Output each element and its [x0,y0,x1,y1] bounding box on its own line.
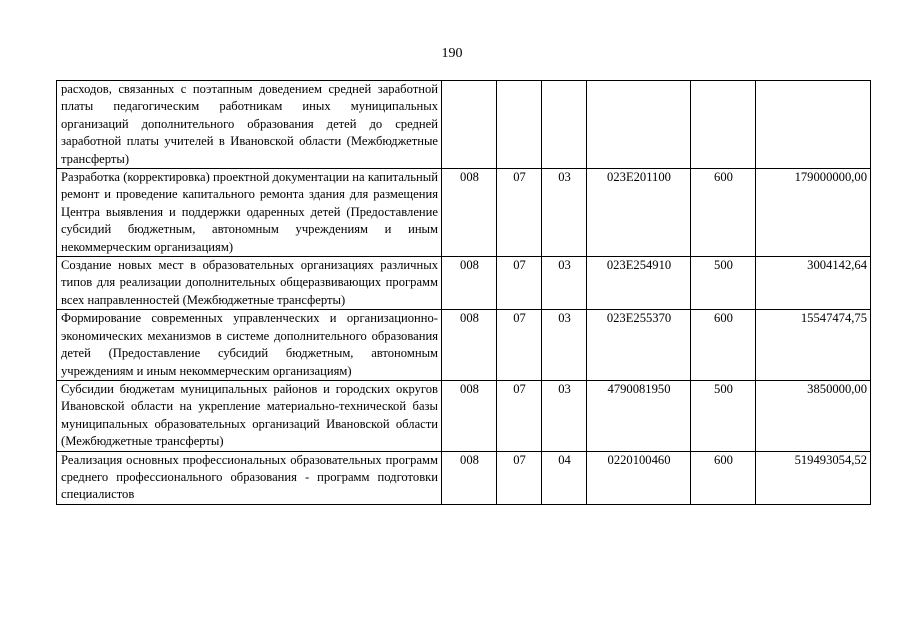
row-section-code: 07 [497,257,542,310]
row-amount [756,81,871,169]
row-amount: 179000000,00 [756,169,871,257]
page-number: 190 [441,46,463,61]
row-expense-type [691,81,756,169]
row-ministry-code [442,81,497,169]
row-target-article: 4790081950 [587,380,691,451]
row-expense-type: 600 [691,169,756,257]
row-expense-type: 600 [691,451,756,504]
row-target-article: 023E201100 [587,169,691,257]
row-subsection-code: 04 [542,451,587,504]
row-amount: 519493054,52 [756,451,871,504]
row-amount: 15547474,75 [756,310,871,381]
table-row [57,81,871,169]
row-target-article: 0220100460 [587,451,691,504]
row-ministry-code: 008 [442,310,497,381]
row-target-article: 023E255370 [587,310,691,381]
row-description: расходов, связанных с поэтапным доведением средней заработной платы педагогическим работникам иных муниципальных организаций дополнительного образования детей до средней заработной платы учителей в Ивановской области (Межбюджетные трансферты) [57,81,442,169]
row-amount: 3004142,64 [756,257,871,310]
row-subsection-code: 03 [542,380,587,451]
row-section-code: 07 [497,310,542,381]
table-row [57,380,871,451]
row-expense-type: 600 [691,310,756,381]
row-target-article: 023E254910 [587,257,691,310]
row-amount: 3850000,00 [756,380,871,451]
row-description: Субсидии бюджетам муниципальных районов и городских округов Ивановской области на укрепление материально-технической базы муниципальных образовательных организаций Ивановской области (Межбюджетные трансферты) [57,380,442,451]
row-expense-type: 500 [691,257,756,310]
row-expense-type: 500 [691,380,756,451]
row-description: Создание новых мест в образовательных организациях различных типов для реализации дополнительных общеразвивающих программ всех направленностей (Межбюджетные трансферты) [57,257,442,310]
row-ministry-code: 008 [442,257,497,310]
row-subsection-code: 03 [542,257,587,310]
row-section-code: 07 [497,380,542,451]
table-row [57,169,871,257]
row-subsection-code: 03 [542,169,587,257]
table-row [57,257,871,310]
row-ministry-code: 008 [442,451,497,504]
row-subsection-code: 03 [542,310,587,381]
row-description: Разработка (корректировка) проектной документации на капитальный ремонт и проведение капитального ремонта здания для размещения Центра выявления и поддержки одаренных детей (Предоставление субсидий бюджетным, автономным учреждениям и иным некоммерческим организациям) [57,169,442,257]
table-row [57,310,871,381]
row-ministry-code: 008 [442,169,497,257]
row-description: Реализация основных профессиональных образовательных программ среднего профессионального образования - программ подготовки специалистов [57,451,442,504]
row-section-code [497,81,542,169]
row-section-code: 07 [497,169,542,257]
row-subsection-code [542,81,587,169]
row-section-code: 07 [497,451,542,504]
table-row [57,451,871,504]
row-description: Формирование современных управленческих и организационно-экономических механизмов в системе дополнительного образования детей (Предоставление субсидий бюджетным, автономным учреждениям и иным некоммерческим организациям) [57,310,442,381]
row-target-article [587,81,691,169]
row-ministry-code: 008 [442,380,497,451]
budget-table [56,80,871,505]
